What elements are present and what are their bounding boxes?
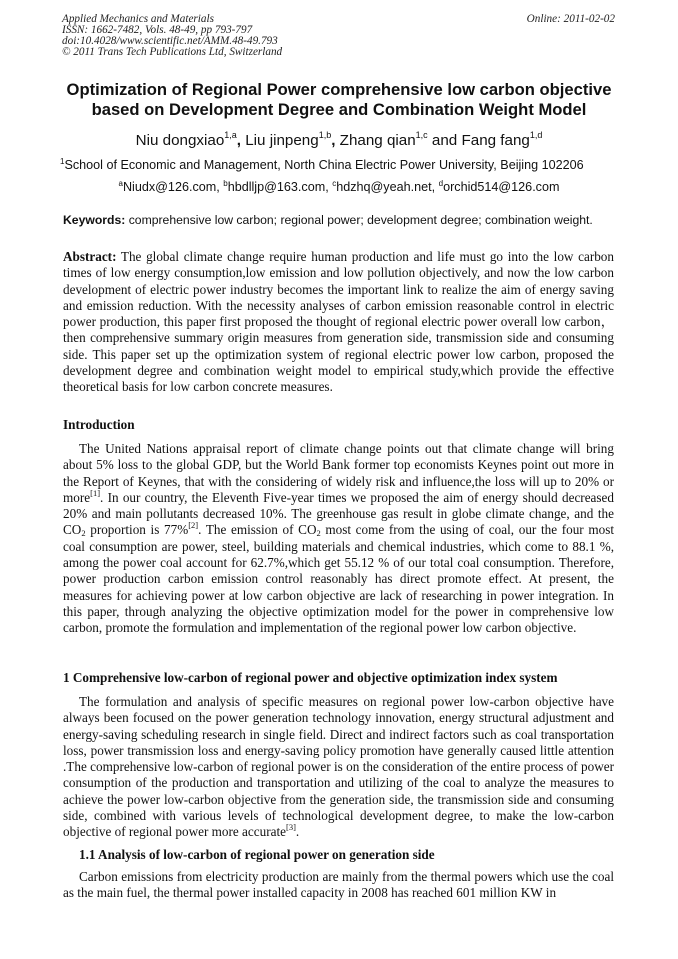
email-superscript: c <box>332 179 337 188</box>
section-heading-introduction: Introduction <box>63 417 135 432</box>
author-superscript: 1,b <box>318 130 332 140</box>
author-superscript: 1,d <box>529 130 543 140</box>
email-link[interactable]: hdzhq@yeah.net <box>336 180 432 194</box>
section-1-1-body <box>63 869 614 902</box>
keywords-label: Keywords: <box>63 213 126 227</box>
affiliation <box>60 158 584 173</box>
abstract <box>63 249 614 396</box>
online-date: Online: 2011-02-02 <box>526 13 615 25</box>
intro-text: proportion is 77% <box>85 522 189 538</box>
author-name: Fang fang <box>461 132 530 149</box>
email-list <box>40 180 638 195</box>
email-superscript: d <box>438 179 444 188</box>
author-superscript: 1,a <box>224 130 237 140</box>
section-1-text: The formulation and analysis of specific measures on regional power low-carbon objective have always been focused on the power generation technology innovation, energy structural adjustment and energy-saving scheduling research in single field. Direct and indirect factors such as coal transportation loss, power transmission loss and energy-saving policy promotion have generally caused little attention .The comprehensive low-carbon of regional power is on the consideration of the entire process of power consumption of the production and transportation and utilizing of the coal to analyze the measures to achieve the power low-carbon objective from the generation side, the transmission side and consuming side, combined with various levels of technological development degree, to make the low-carbon objective of regional power more accurate <box>63 694 614 840</box>
doi-line: doi:10.4028/www.scientific.net/AMM.48-49.793 <box>62 35 278 47</box>
copyright-line: © 2011 Trans Tech Publications Ltd, Switzerland <box>62 46 283 58</box>
author-separator: , <box>236 132 246 149</box>
subscript: 2 <box>81 528 86 539</box>
citation-ref[interactable]: [2] <box>188 520 199 531</box>
intro-text: The United Nations appraisal report of climate change points out that climate change will bring about 5% loss to the global GDP, but the World Bank former top economists Keynes point out more in the Report of Keynes, that with the considering of widely risk and influence,the loss will up to 20% or more <box>63 441 614 505</box>
title-line-2: based on Development Degree and Combination Weight Model <box>91 100 587 119</box>
author-name: Liu jinpeng <box>245 132 319 149</box>
keywords <box>63 213 623 228</box>
email-superscript: b <box>223 179 228 188</box>
abstract-text: The global climate change require human production and life must go into the low carbon times of low energy consumption,low emission and low pollution objectively, and now the low carbon development of electric power industry becomes the important link to realize the aim of energy saving and emission reduction. With the necessity analyses of carbon emission reasonable control in electric power production, this paper first proposed the thought of regional electric power overall low carbon， then comprehensive summary origin measures from generation side, transmission side and consuming side. This paper set up the optimization system of regional electric power low carbon, proposed the development degree and combination weight model to empirical study,which provide the effective theoretical basis for low carbon concrete measures. <box>63 249 614 395</box>
paper-title <box>40 80 638 120</box>
section-heading-1-1: 1.1 Analysis of low-carbon of regional power on generation side <box>79 847 435 862</box>
journal-header <box>62 14 282 58</box>
intro-text: most come from the using of coal, our the four most coal consumption are power, steel, building materials and chemical industries, which come to 88.1 %, among the power coal account for 62.7%,which get 55.12 % of our total coal consumption. Therefore, power production carbon emission control reasonably has direct promote effect. At present, the measures for achieving power at low carbon objective are lack of researching in power integration. In this paper, through analyzing the objective optimization model for the power in comprehensive low carbon, promote the formulation and implementation of the regional power low carbon objective. <box>63 522 614 636</box>
subscript: 2 <box>316 528 321 539</box>
email-link[interactable]: Niudx@126.com <box>122 180 217 194</box>
section-heading-1: 1 Comprehensive low-carbon of regional power and objective optimization index system <box>63 670 558 685</box>
issn-line: ISSN: 1662-7482, Vols. 48-49, pp 793-797 <box>62 24 253 36</box>
keywords-text: comprehensive low carbon; regional power; development degree; combination weight. <box>125 213 593 227</box>
email-link[interactable]: orchid514@126.com <box>443 180 560 194</box>
author-list <box>40 132 638 150</box>
email-separator: , <box>216 180 224 194</box>
intro-text: . The emission of CO <box>198 522 317 538</box>
introduction-body <box>63 441 614 637</box>
abstract-label: Abstract: <box>63 249 117 264</box>
author-separator: and <box>427 132 462 149</box>
author-name: Zhang qian <box>339 132 416 149</box>
email-separator: , <box>431 180 439 194</box>
author-separator: , <box>331 132 340 149</box>
email-link[interactable]: hbdlljp@163.com <box>227 180 326 194</box>
section-1-text-end: . <box>295 824 300 840</box>
email-superscript: a <box>118 179 123 188</box>
section-1-body <box>63 694 614 841</box>
email-separator: , <box>325 180 333 194</box>
affiliation-text: School of Economic and Management, North China Electric Power University, Beijing 102206 <box>64 158 584 172</box>
citation-ref[interactable]: [1] <box>90 487 101 498</box>
journal-name: Applied Mechanics and Materials <box>62 13 214 25</box>
author-superscript: 1,c <box>415 130 428 140</box>
author-name: Niu dongxiao <box>135 132 225 149</box>
intro-text: . In our country, the Eleventh Five-year times we proposed the aim of energy should decreased 20% and main pollutants decreased 10%. The greenhouse gas result in globe climate change, and the CO <box>63 489 614 538</box>
affiliation-superscript: 1 <box>60 157 65 166</box>
title-line-1: Optimization of Regional Power comprehensive low carbon objective <box>66 80 612 99</box>
section-1-1-text: Carbon emissions from electricity production are mainly from the thermal powers which use the coal as the main fuel, the thermal power installed capacity in 2008 has reached 601 million KW in <box>63 869 614 901</box>
citation-ref[interactable]: [3] <box>285 822 296 833</box>
